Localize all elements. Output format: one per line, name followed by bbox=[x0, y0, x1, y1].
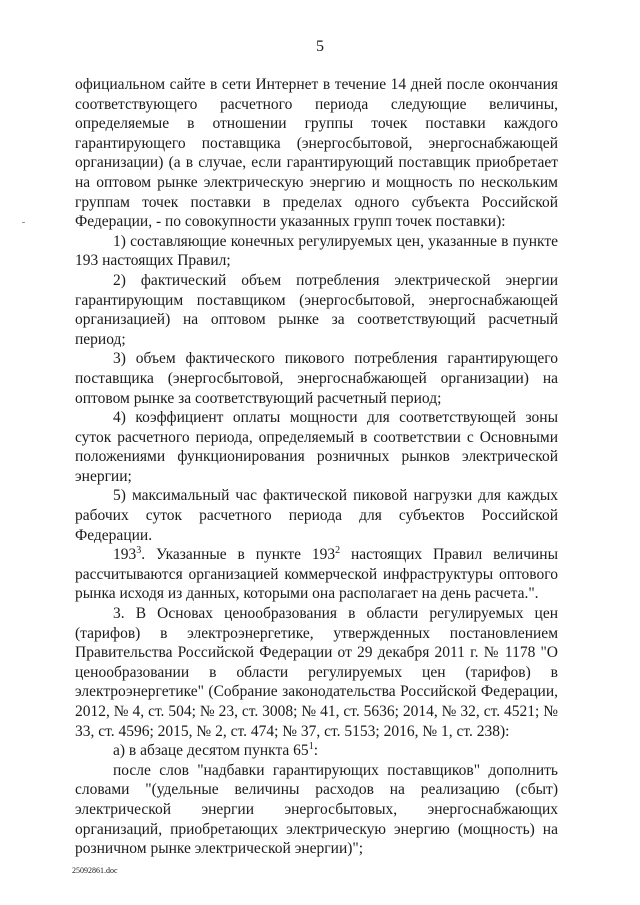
list-item-3: 3) объем фактического пикового потребления гарантирующего поставщика (энергосбытовой, энергоснабжающей организации) на оптовом рынке за соответствующий расчетный период; bbox=[75, 350, 558, 407]
reference-superscript: 2 bbox=[335, 545, 341, 557]
subitem-a-superscript: 1 bbox=[308, 741, 314, 753]
subitem-a bbox=[75, 741, 558, 761]
intro-paragraph: официальном сайте в сети Интернет в течение 14 дней после окончания соответствующего расчетного периода следующие величины, определяемые в отношении группы точек поставки каждого гарантирующего поставщика (энергосбытовой, энергоснабжающей организации) (а в случае, если гарантирующий поставщик приобретает на оптовом рынке электрическую энергию и мощность по нескольким группам точек поставки в пределах одного субъекта Российской Федерации, - по совокупности указанных групп точек поставки): bbox=[75, 76, 558, 231]
list-item-1: 1) составляющие конечных регулируемых цен, указанные в пункте 193 настоящих Правил; bbox=[75, 232, 558, 270]
amendment-paragraph: после слов "надбавки гарантирующих поставщиков" дополнить словами "(удельные величины расходов на реализацию (сбыт) электрической энергии энергосбытовых, энергоснабжающих организаций, приобретающих электрическую энергию (мощность) на розничном рынке электрической энергии)"; bbox=[75, 761, 558, 858]
document-body bbox=[75, 75, 558, 859]
margin-mark bbox=[22, 222, 25, 223]
subitem-a-text: а) в абзаце десятом пункта 65 bbox=[113, 742, 309, 760]
paragraph-193-3 bbox=[75, 545, 558, 604]
list-item-2: 2) фактический объем потребления электрической энергии гарантирующим поставщиком (энергосбытовой, энергоснабжающей организацией) на оптовом рынке за соответствующий расчетный период; bbox=[75, 271, 558, 348]
subitem-a-tail: : bbox=[313, 742, 318, 760]
section-3-paragraph: 3. В Основах ценообразования в области регулируемых цен (тарифов) в электроэнергетике, утвержденных постановлением Правительства Российской Федерации от 29 декабря 2011 г. № 1178 "О ценообразовании в области регулируемых цен (тарифов) в электроэнергетике" (Собрание законодательства Российской Федерации, 2012, № 4, ст. 504; № 23, ст. 3008; № 41, ст. 5636; 2014, № 32, ст. 4521; № 33, ст. 4596; 2015, № 2, ст. 474; № 37, ст. 5153; 2016, № 1, ст. 238): bbox=[75, 605, 558, 740]
page-number: 5 bbox=[316, 38, 324, 55]
paragraph-number: 193 bbox=[113, 546, 137, 564]
paragraph-text-a: . Указанные в пункте 193 bbox=[141, 546, 336, 564]
paragraph-number-superscript: 3 bbox=[136, 545, 142, 557]
list-item-4: 4) коэффициент оплаты мощности для соответствующей зоны суток расчетного периода, определяемый в соответствии с Основными положениями функционирования розничных рынков электрической энергии; bbox=[75, 409, 558, 485]
paragraph-text-b: настоящих Правил величины рассчитываются организацией коммерческой инфраструктуры оптового рынка исходя из данных, которыми она располагает на день расчета.". bbox=[75, 546, 558, 603]
list-item-5: 5) максимальный час фактической пиковой нагрузки для каждых рабочих суток расчетного периода для субъектов Российской Федерации. bbox=[75, 487, 558, 544]
document-code: 25092861.doc bbox=[72, 866, 118, 875]
